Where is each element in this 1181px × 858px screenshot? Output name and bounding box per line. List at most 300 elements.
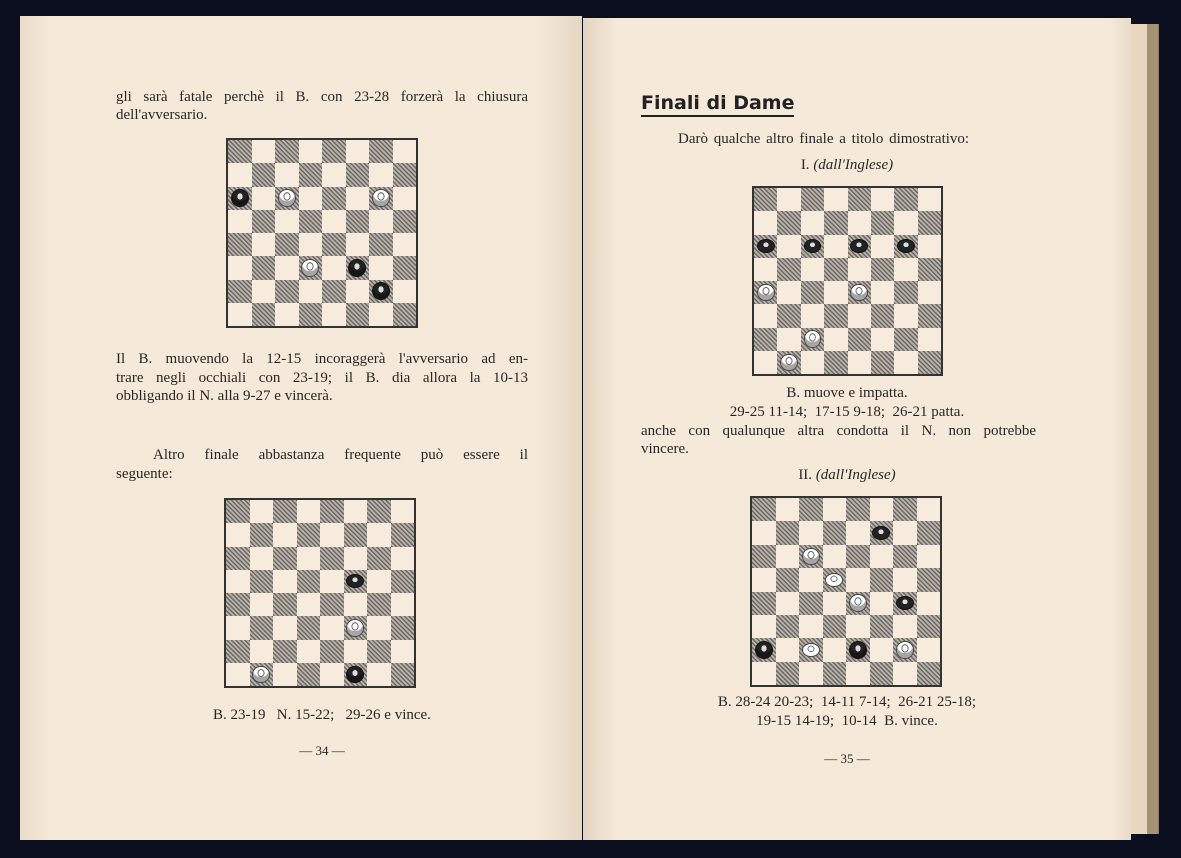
board-square xyxy=(752,638,776,661)
board-square xyxy=(226,500,250,523)
board-square xyxy=(275,187,299,210)
black-checker-piece xyxy=(346,574,364,588)
board-square xyxy=(777,351,800,374)
board-square xyxy=(801,328,824,351)
board-square xyxy=(275,140,299,163)
board-square xyxy=(228,163,252,186)
board-square xyxy=(226,663,250,686)
board-square xyxy=(250,547,274,570)
board-square xyxy=(252,140,276,163)
white-king-piece xyxy=(849,594,867,612)
board-square xyxy=(250,616,274,639)
board-square xyxy=(824,211,847,234)
board-square xyxy=(320,523,344,546)
board-square xyxy=(776,638,800,661)
white-checker-piece xyxy=(802,643,820,657)
board-square xyxy=(297,570,321,593)
board-square xyxy=(893,615,917,638)
board-square xyxy=(801,211,824,234)
board-square xyxy=(799,521,823,544)
board-square xyxy=(273,523,297,546)
board-square xyxy=(917,568,941,591)
result-line: B. muove e impatta. xyxy=(786,385,908,401)
board-square xyxy=(322,280,346,303)
board-square xyxy=(346,303,370,326)
board-square xyxy=(393,233,417,256)
board-square xyxy=(391,523,415,546)
board-square xyxy=(250,570,274,593)
board-square xyxy=(846,638,870,661)
paragraph-line: Altro finale abbastanza frequente può essere il xyxy=(153,447,528,463)
black-king-piece xyxy=(348,259,366,277)
board-square xyxy=(848,258,871,281)
board-square xyxy=(275,280,299,303)
board-square xyxy=(322,187,346,210)
board-square xyxy=(344,593,368,616)
board-square xyxy=(871,188,894,211)
board-square xyxy=(893,662,917,685)
board-square xyxy=(824,281,847,304)
board-square xyxy=(799,568,823,591)
board-square xyxy=(752,662,776,685)
board-square xyxy=(367,616,391,639)
board-square xyxy=(252,280,276,303)
checkers-diagram-2 xyxy=(224,498,416,688)
board-square xyxy=(320,663,344,686)
board-square xyxy=(871,281,894,304)
board-square xyxy=(322,303,346,326)
board-square xyxy=(297,500,321,523)
board-square xyxy=(801,258,824,281)
board-square xyxy=(367,593,391,616)
board-square xyxy=(228,210,252,233)
paragraph-line: seguente: xyxy=(116,466,173,482)
board-square xyxy=(870,592,894,615)
white-king-piece xyxy=(802,548,820,566)
board-square xyxy=(250,593,274,616)
board-square xyxy=(393,163,417,186)
board-square xyxy=(801,351,824,374)
board-square xyxy=(393,303,417,326)
board-square xyxy=(870,521,894,544)
board-square xyxy=(799,498,823,521)
white-king-piece xyxy=(896,641,914,659)
board-square xyxy=(799,662,823,685)
board-square xyxy=(776,498,800,521)
board-square xyxy=(273,570,297,593)
board-square xyxy=(917,662,941,685)
board-square xyxy=(367,570,391,593)
board-square xyxy=(226,593,250,616)
page-number: — 34 — xyxy=(299,743,345,758)
board-square xyxy=(918,328,941,351)
board-square xyxy=(320,547,344,570)
white-king-piece xyxy=(372,189,390,207)
board-square xyxy=(346,140,370,163)
board-square xyxy=(369,163,393,186)
board-square xyxy=(393,256,417,279)
black-checker-piece xyxy=(850,239,868,253)
board-square xyxy=(322,210,346,233)
board-square xyxy=(894,304,917,327)
black-checker-piece xyxy=(757,239,775,253)
intro-line: gli sarà fatale perchè il B. con 23-28 forzerà la chiusura xyxy=(116,89,528,105)
caption-source: (dall'Inglese) xyxy=(815,467,896,483)
board-square xyxy=(894,328,917,351)
board-square xyxy=(848,281,871,304)
board-square xyxy=(871,235,894,258)
board-square xyxy=(752,521,776,544)
black-king-piece xyxy=(346,666,364,684)
board-square xyxy=(250,640,274,663)
board-square xyxy=(776,592,800,615)
board-square xyxy=(777,235,800,258)
board-square xyxy=(918,304,941,327)
board-square xyxy=(391,570,415,593)
board-square xyxy=(824,258,847,281)
black-king-piece xyxy=(849,641,867,659)
board-square xyxy=(776,545,800,568)
board-square xyxy=(320,616,344,639)
diagram-caption-1 xyxy=(641,156,1053,174)
board-square xyxy=(870,568,894,591)
white-king-piece xyxy=(804,330,822,348)
board-square xyxy=(754,351,777,374)
board-square xyxy=(799,545,823,568)
board-square xyxy=(273,640,297,663)
board-square xyxy=(322,256,346,279)
board-square xyxy=(228,303,252,326)
paragraph-line: trare negli occhiali con 23-19; il B. dia allora la 10-13 xyxy=(116,370,528,386)
note-line: anche con qualunque altra condotta il N. non potrebbe xyxy=(641,423,1036,439)
board-square xyxy=(918,258,941,281)
board-square xyxy=(893,638,917,661)
diagram-caption-2 xyxy=(641,466,1053,484)
board-square xyxy=(754,304,777,327)
board-square xyxy=(870,638,894,661)
board-square xyxy=(252,233,276,256)
board-square xyxy=(801,235,824,258)
black-king-piece xyxy=(755,641,773,659)
board-square xyxy=(297,616,321,639)
page-number: — 35 — xyxy=(824,751,870,766)
board-square xyxy=(754,211,777,234)
caption-source: (dall'Inglese) xyxy=(813,157,894,173)
board-square xyxy=(275,233,299,256)
board-square xyxy=(344,570,368,593)
board-square xyxy=(801,304,824,327)
board-square xyxy=(917,592,941,615)
board-square xyxy=(228,140,252,163)
board-square xyxy=(273,500,297,523)
board-square xyxy=(344,523,368,546)
board-square xyxy=(346,233,370,256)
board-square xyxy=(824,188,847,211)
board-square xyxy=(275,163,299,186)
board-square xyxy=(393,140,417,163)
paragraph-line: obbligando il N. alla 9-27 e vincerà. xyxy=(116,388,333,404)
white-king-piece xyxy=(301,259,319,277)
black-checker-piece xyxy=(897,239,915,253)
board-square xyxy=(252,187,276,210)
board-square xyxy=(369,140,393,163)
board-square xyxy=(369,256,393,279)
board-square xyxy=(226,616,250,639)
board-square xyxy=(799,592,823,615)
white-king-piece xyxy=(346,619,364,637)
board-square xyxy=(369,187,393,210)
board-square xyxy=(846,615,870,638)
board-square xyxy=(752,592,776,615)
board-square xyxy=(299,256,323,279)
board-square xyxy=(754,188,777,211)
black-king-piece xyxy=(231,189,249,207)
board-square xyxy=(344,547,368,570)
board-square xyxy=(918,235,941,258)
board-square xyxy=(346,187,370,210)
board-square xyxy=(369,210,393,233)
board-square xyxy=(393,280,417,303)
board-square xyxy=(367,523,391,546)
board-square xyxy=(754,328,777,351)
white-king-piece xyxy=(252,666,270,684)
board-square xyxy=(391,547,415,570)
board-square xyxy=(824,351,847,374)
checkers-diagram-4 xyxy=(750,496,942,687)
board-square xyxy=(226,547,250,570)
board-square xyxy=(917,521,941,544)
board-square xyxy=(823,498,847,521)
board-square xyxy=(846,521,870,544)
board-square xyxy=(391,640,415,663)
board-square xyxy=(801,281,824,304)
board-square xyxy=(344,640,368,663)
board-square xyxy=(917,498,941,521)
board-square xyxy=(846,545,870,568)
board-square xyxy=(871,328,894,351)
board-square xyxy=(346,256,370,279)
checkers-diagram-1 xyxy=(226,138,418,328)
board-square xyxy=(275,210,299,233)
board-square xyxy=(299,233,323,256)
board-square xyxy=(823,592,847,615)
board-square xyxy=(893,498,917,521)
board-square xyxy=(320,640,344,663)
board-square xyxy=(752,545,776,568)
board-square xyxy=(777,211,800,234)
board-square xyxy=(823,521,847,544)
board-square xyxy=(297,593,321,616)
board-square xyxy=(917,638,941,661)
intro-line: Darò qualche altro finale a titolo dimostrativo: xyxy=(678,131,970,147)
board-square xyxy=(777,328,800,351)
caption-number: I. xyxy=(800,157,810,173)
board-square xyxy=(391,616,415,639)
board-square xyxy=(367,663,391,686)
intro-line: dell'avversario. xyxy=(116,107,208,123)
board-square xyxy=(846,662,870,685)
board-square xyxy=(894,351,917,374)
board-square xyxy=(393,187,417,210)
board-square xyxy=(893,568,917,591)
white-king-piece xyxy=(757,284,775,302)
board-square xyxy=(344,616,368,639)
board-square xyxy=(823,615,847,638)
board-square xyxy=(228,233,252,256)
board-square xyxy=(846,498,870,521)
board-square xyxy=(250,523,274,546)
board-square xyxy=(870,662,894,685)
board-square xyxy=(777,258,800,281)
board-square xyxy=(322,163,346,186)
board-square xyxy=(777,281,800,304)
board-square xyxy=(754,258,777,281)
board-square xyxy=(848,188,871,211)
board-square xyxy=(848,211,871,234)
board-square xyxy=(776,521,800,544)
board-square xyxy=(776,615,800,638)
board-square xyxy=(346,163,370,186)
board-square xyxy=(275,256,299,279)
board-square xyxy=(299,303,323,326)
board-square xyxy=(299,140,323,163)
board-square xyxy=(848,235,871,258)
board-square xyxy=(273,547,297,570)
board-square xyxy=(918,211,941,234)
board-square xyxy=(299,163,323,186)
board-square xyxy=(893,592,917,615)
book-cover-edge xyxy=(1147,24,1159,834)
board-square xyxy=(393,210,417,233)
board-square xyxy=(776,662,800,685)
board-square xyxy=(275,303,299,326)
black-king-piece xyxy=(372,282,390,300)
board-square xyxy=(752,498,776,521)
solution-line: B. 23-19 N. 15-22; 29-26 e vince. xyxy=(213,707,431,723)
board-square xyxy=(252,163,276,186)
board-square xyxy=(369,280,393,303)
board-square xyxy=(870,545,894,568)
white-king-piece xyxy=(780,354,798,372)
board-square xyxy=(894,258,917,281)
board-square xyxy=(894,211,917,234)
board-square xyxy=(226,570,250,593)
board-square xyxy=(252,303,276,326)
board-square xyxy=(824,328,847,351)
white-checker-piece xyxy=(825,573,843,587)
board-square xyxy=(871,351,894,374)
black-checker-piece xyxy=(804,239,822,253)
board-square xyxy=(776,568,800,591)
board-square xyxy=(320,500,344,523)
board-square xyxy=(824,304,847,327)
board-square xyxy=(918,281,941,304)
board-square xyxy=(369,303,393,326)
board-square xyxy=(299,210,323,233)
board-square xyxy=(871,304,894,327)
board-square xyxy=(823,568,847,591)
board-square xyxy=(226,523,250,546)
moves-line: 29-25 11-14; 17-15 9-18; 26-21 patta. xyxy=(729,404,965,420)
white-king-piece xyxy=(850,284,868,302)
board-square xyxy=(367,640,391,663)
board-square xyxy=(228,280,252,303)
board-square xyxy=(344,500,368,523)
board-square xyxy=(228,187,252,210)
board-square xyxy=(894,281,917,304)
board-square xyxy=(346,280,370,303)
board-square xyxy=(824,235,847,258)
board-square xyxy=(273,616,297,639)
board-square xyxy=(823,638,847,661)
board-square xyxy=(754,281,777,304)
board-square xyxy=(894,235,917,258)
board-square xyxy=(823,545,847,568)
board-square xyxy=(846,592,870,615)
board-square xyxy=(871,258,894,281)
board-square xyxy=(894,188,917,211)
board-square xyxy=(299,280,323,303)
black-checker-piece xyxy=(872,526,890,540)
board-square xyxy=(777,188,800,211)
board-square xyxy=(391,593,415,616)
board-square xyxy=(346,210,370,233)
board-square xyxy=(252,210,276,233)
board-square xyxy=(870,498,894,521)
board-square xyxy=(752,568,776,591)
board-square xyxy=(777,304,800,327)
board-square xyxy=(848,304,871,327)
board-square xyxy=(917,615,941,638)
board-square xyxy=(322,233,346,256)
board-square xyxy=(848,328,871,351)
moves-line: B. 28-24 20-23; 14-11 7-14; 26-21 25-18; xyxy=(717,694,977,710)
board-square xyxy=(893,521,917,544)
white-king-piece xyxy=(278,189,296,207)
board-square xyxy=(918,188,941,211)
caption-number: II. xyxy=(798,467,813,483)
board-square xyxy=(250,500,274,523)
moves-line: 19-15 14-19; 10-14 B. vince. xyxy=(756,713,938,729)
board-square xyxy=(322,140,346,163)
board-square xyxy=(871,211,894,234)
board-square xyxy=(799,638,823,661)
board-square xyxy=(391,500,415,523)
board-square xyxy=(754,235,777,258)
board-square xyxy=(273,663,297,686)
section-heading: Finali di Dame xyxy=(641,92,794,117)
board-square xyxy=(752,615,776,638)
board-square xyxy=(299,187,323,210)
note-line: vincere. xyxy=(641,441,689,457)
board-square xyxy=(228,256,252,279)
board-square xyxy=(367,500,391,523)
board-square xyxy=(297,640,321,663)
board-square xyxy=(344,663,368,686)
board-square xyxy=(250,663,274,686)
board-square xyxy=(297,547,321,570)
board-square xyxy=(226,640,250,663)
board-square xyxy=(297,523,321,546)
board-square xyxy=(320,570,344,593)
board-square xyxy=(297,663,321,686)
checkers-diagram-3 xyxy=(752,186,943,376)
board-square xyxy=(320,593,344,616)
paragraph-line: Il B. muovendo la 12-15 incoraggerà l'avversario ad en- xyxy=(116,351,528,367)
board-square xyxy=(917,545,941,568)
board-square xyxy=(391,663,415,686)
board-square xyxy=(799,615,823,638)
